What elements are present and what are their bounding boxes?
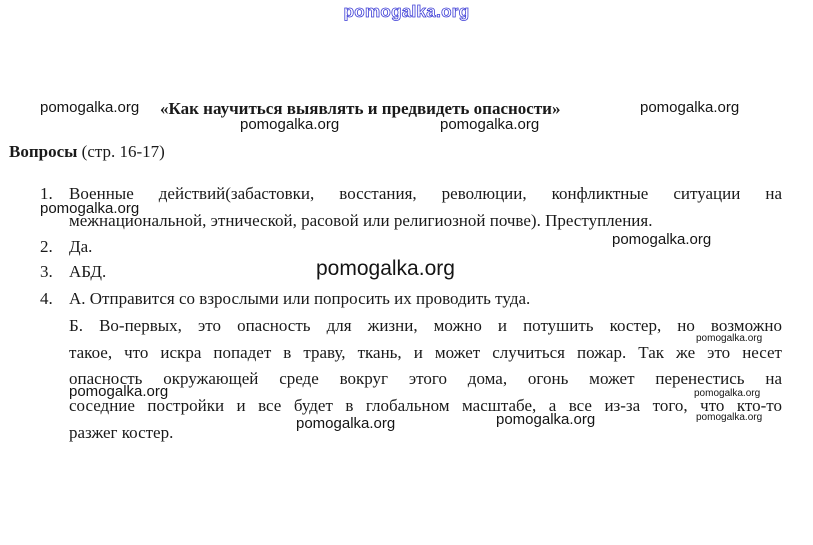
item-4-line-5: соседние постройки и все будет в глобальном масштабе, а все из-за того, что кто-то (69, 396, 782, 415)
item-4-line-1: А. Отправится со взрослыми или попросить их проводить туда. (69, 289, 531, 308)
watermark: pomogalka.org (440, 116, 540, 133)
watermark-small: pomogalka.org (696, 412, 763, 423)
watermark: pomogalka.org (40, 99, 140, 116)
item-1-line-1: Военные действий(забастовки, восстания, революции, конфликтные ситуации на (69, 184, 782, 203)
watermark: pomogalka.org (640, 99, 740, 116)
item-4-line-6: разжег костер. (69, 423, 174, 442)
watermark-large: pomogalka.org (316, 257, 455, 280)
watermark: pomogalka.org (496, 411, 596, 428)
watermark-top: pomogalka.org (343, 2, 470, 21)
item-2-number: 2. (40, 237, 53, 256)
watermark: pomogalka.org (240, 116, 340, 133)
watermark: pomogalka.org (296, 415, 396, 432)
questions-pages: (стр. 16-17) (81, 142, 165, 161)
item-4-number: 4. (40, 289, 53, 308)
questions-label: Вопросы (9, 142, 78, 161)
item-4-line-3: такое, что искра попадет в траву, ткань, и может случиться пожар. Так же это несет (69, 343, 782, 362)
watermark: pomogalka.org (69, 383, 169, 400)
item-3-number: 3. (40, 262, 53, 281)
item-3-line-1: АБД. (69, 262, 107, 281)
item-2-line-1: Да. (69, 237, 93, 256)
item-1-line-2: межнациональной, этнической, расовой или религиозной почве). Преступления. (69, 211, 653, 230)
questions-heading (9, 142, 165, 162)
item-1-number: 1. (40, 184, 53, 203)
item-4-line-4: опасность окружающей среде вокруг этого дома, огонь может перенестись на (69, 369, 782, 388)
watermark-small: pomogalka.org (694, 388, 761, 399)
document-title: «Как научиться выявлять и предвидеть опасности» (160, 99, 561, 118)
watermark-small: pomogalka.org (696, 333, 763, 344)
watermark: pomogalka.org (612, 231, 712, 248)
watermark: pomogalka.org (40, 200, 140, 217)
item-4-line-2: Б. Во-первых, это опасность для жизни, можно и потушить костер, но возможно (69, 316, 782, 335)
